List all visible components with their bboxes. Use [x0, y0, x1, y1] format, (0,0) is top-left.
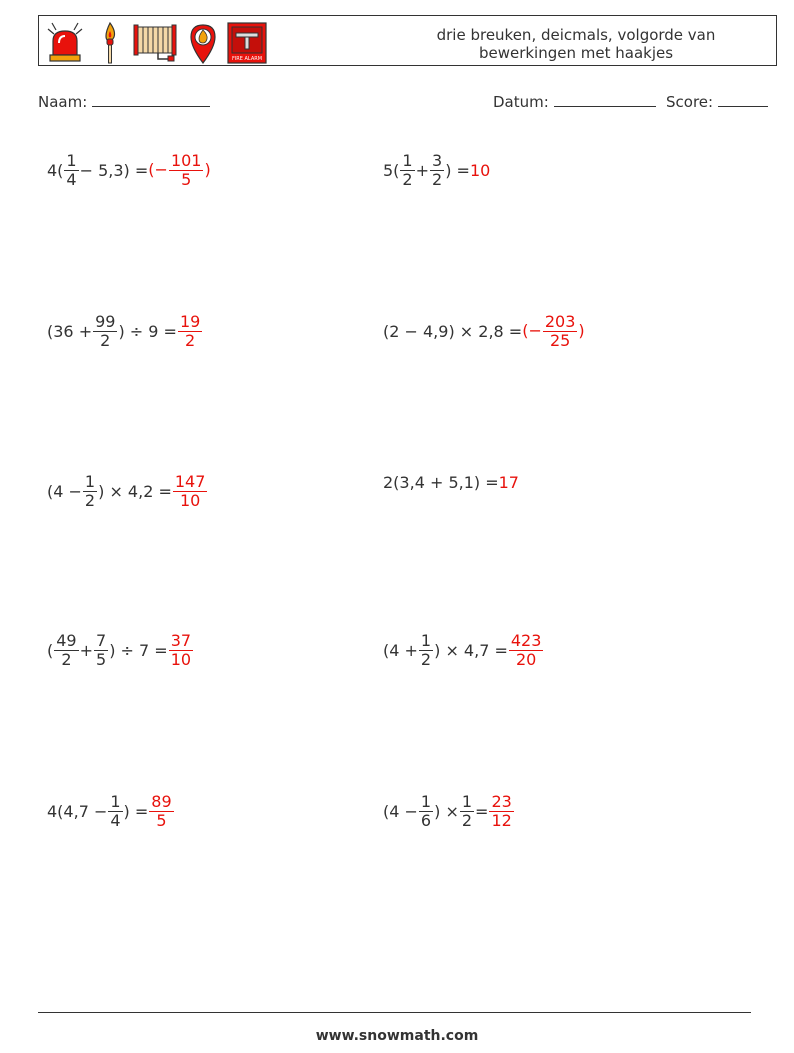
expr-text: ) × 4,2 =: [98, 481, 172, 501]
match-icon: [98, 21, 122, 65]
fraction: $\frac{1}{4}$: [66, 150, 77, 189]
expr-text: 4(: [47, 160, 64, 180]
fraction: $\frac{99}{2}$: [95, 311, 116, 350]
expr-text: ) ÷ 9 =: [118, 321, 177, 341]
answer: $\frac{23}{12}$: [491, 791, 512, 830]
expr-text: (36 +: [47, 321, 93, 341]
date-label: Datum:: [493, 93, 549, 111]
answer: $\frac{37}{10}$: [170, 630, 192, 669]
expr-text: ) ÷ 7 =: [109, 640, 168, 660]
answer: 17: [498, 472, 519, 492]
title-line-2: bewerkingen met haakjes: [478, 44, 674, 62]
fraction: $\frac{7}{5}$: [96, 630, 107, 669]
name-label: Naam:: [38, 93, 88, 111]
expr-text: 2(3,4 + 5,1) =: [383, 472, 499, 492]
score-label: Score:: [666, 93, 714, 111]
fire-alarm-label: FIRE ALARM: [231, 56, 263, 62]
problem-2: [383, 143, 490, 197]
expr-text: +: [415, 160, 430, 180]
expr-text: +: [79, 640, 94, 660]
footer-divider: [38, 1012, 751, 1013]
footer-url[interactable]: www.snowmath.com: [315, 1028, 479, 1044]
problem-5: [47, 464, 208, 518]
fraction: $\frac{1}{2}$: [84, 471, 96, 510]
fraction: $\frac{1}{2}$: [420, 630, 432, 669]
fraction: $\frac{1}{2}$: [461, 791, 473, 830]
fire-location-pin-icon: [188, 21, 218, 65]
answer: $\frac{147}{10}$: [174, 471, 206, 510]
expr-text: (4 −: [47, 481, 82, 501]
expr-text: − 5,3) =: [79, 160, 149, 180]
expr-text: (4 +: [383, 640, 418, 660]
expr-text: (2 − 4,9) × 2,8 =: [383, 321, 523, 341]
fraction: $\frac{1}{4}$: [110, 791, 121, 830]
expr-text: 4(4,7 −: [47, 801, 108, 821]
expr-text: =: [475, 801, 489, 821]
answer: $\frac{19}{2}$: [179, 311, 201, 350]
expr-text: (: [47, 640, 54, 660]
fraction: $\frac{49}{2}$: [56, 630, 77, 669]
fire-alarm-icon: [226, 21, 268, 65]
answer: (− $\frac{101}{5}$ ): [148, 150, 211, 189]
name-field: [38, 93, 210, 111]
worksheet-title: [416, 26, 736, 62]
problem-6: [383, 455, 519, 509]
date-field: [493, 93, 656, 111]
answer: 10: [469, 160, 491, 180]
score-field: [666, 93, 768, 111]
expr-text: ) × 4,7 =: [434, 640, 508, 660]
answer: $\frac{423}{20}$: [510, 630, 542, 669]
score-blank[interactable]: [718, 94, 768, 107]
problem-3: [47, 304, 203, 358]
fire-hose-icon: [132, 21, 180, 65]
problem-9: [47, 784, 175, 838]
problem-7: [47, 623, 194, 677]
fraction: $\frac{3}{2}$: [432, 150, 443, 189]
problem-4: [383, 304, 585, 358]
name-blank[interactable]: [92, 94, 210, 107]
expr-text: ) =: [445, 160, 470, 180]
answer: (− $\frac{203}{25}$ ): [522, 311, 585, 350]
problem-1: [47, 143, 211, 197]
fraction: $\frac{1}{6}$: [420, 791, 432, 830]
fraction: $\frac{1}{2}$: [402, 150, 413, 189]
siren-icon: [44, 21, 86, 65]
title-line-1: drie breuken, deicmals, volgorde van: [436, 26, 716, 44]
expr-text: 5(: [383, 160, 400, 180]
problem-8: [383, 623, 544, 677]
answer: $\frac{89}{5}$: [151, 791, 172, 830]
problem-10: [383, 784, 515, 838]
expr-text: (4 −: [383, 801, 418, 821]
date-blank[interactable]: [554, 94, 656, 107]
worksheet-header: [38, 15, 777, 66]
expr-text: ) ×: [434, 801, 459, 821]
expr-text: ) =: [123, 801, 149, 821]
